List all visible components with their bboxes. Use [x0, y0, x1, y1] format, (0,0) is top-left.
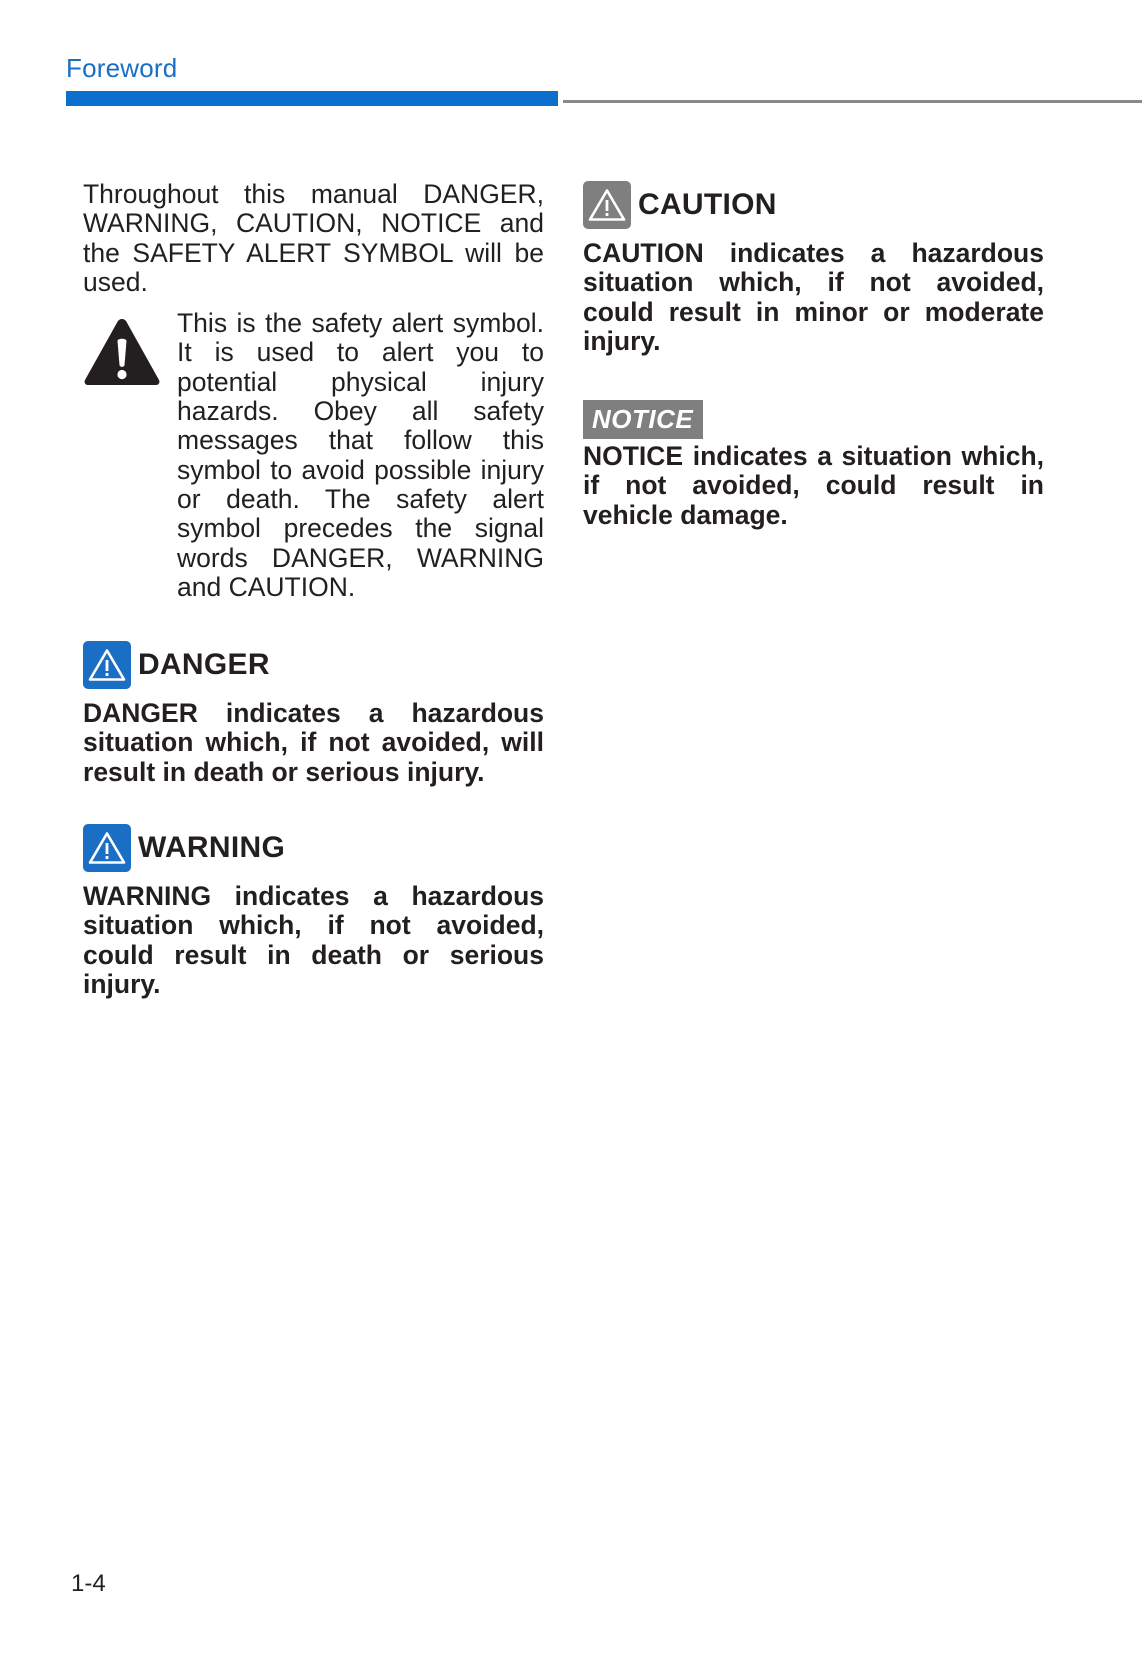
- section-title: Foreword: [66, 53, 178, 83]
- header-accent-bar: [66, 91, 558, 106]
- page-number: 1-4: [71, 1570, 106, 1597]
- header-rule: [563, 100, 1142, 103]
- caution-description: CAUTION indicates a hazardous situation which, if not avoided, could result in minor or moderate injury.: [583, 238, 1044, 356]
- warning-label: WARNING: [138, 831, 286, 865]
- danger-warning-triangle-icon: [83, 641, 131, 689]
- intro-paragraph: Throughout this manual DANGER, WARNING, CAUTION, NOTICE and the SAFETY ALERT SYMBOL will be used.: [83, 179, 544, 297]
- left-column: [83, 180, 544, 999]
- warning-heading: [83, 823, 544, 873]
- caution-triangle-icon: [583, 181, 631, 229]
- safety-alert-symbol-block: [83, 309, 544, 602]
- right-column: [583, 180, 1044, 530]
- warning-description: WARNING indicates a hazardous situation which, if not avoided, could result in death or serious injury.: [83, 881, 544, 999]
- caution-label: CAUTION: [638, 188, 777, 221]
- danger-heading: [83, 640, 544, 690]
- notice-description: NOTICE indicates a situation which, if not avoided, could result in vehicle damage.: [583, 441, 1044, 530]
- safety-alert-icon: [83, 317, 161, 387]
- safety-alert-description: This is the safety alert symbol. It is used to alert you to potential physical injury hazards. Obey all safety messages that follow this symbol to avoid possible injury or death. The safety alert symbol precedes the signal words DANGER, WARNING and CAUTION.: [177, 308, 544, 602]
- caution-heading: [583, 180, 1044, 230]
- notice-badge: NOTICE: [583, 400, 703, 439]
- warning-triangle-icon: [83, 824, 131, 872]
- danger-description: DANGER indicates a hazardous situation which, if not avoided, will result in death or serious injury.: [83, 698, 544, 787]
- danger-label: DANGER: [138, 648, 270, 682]
